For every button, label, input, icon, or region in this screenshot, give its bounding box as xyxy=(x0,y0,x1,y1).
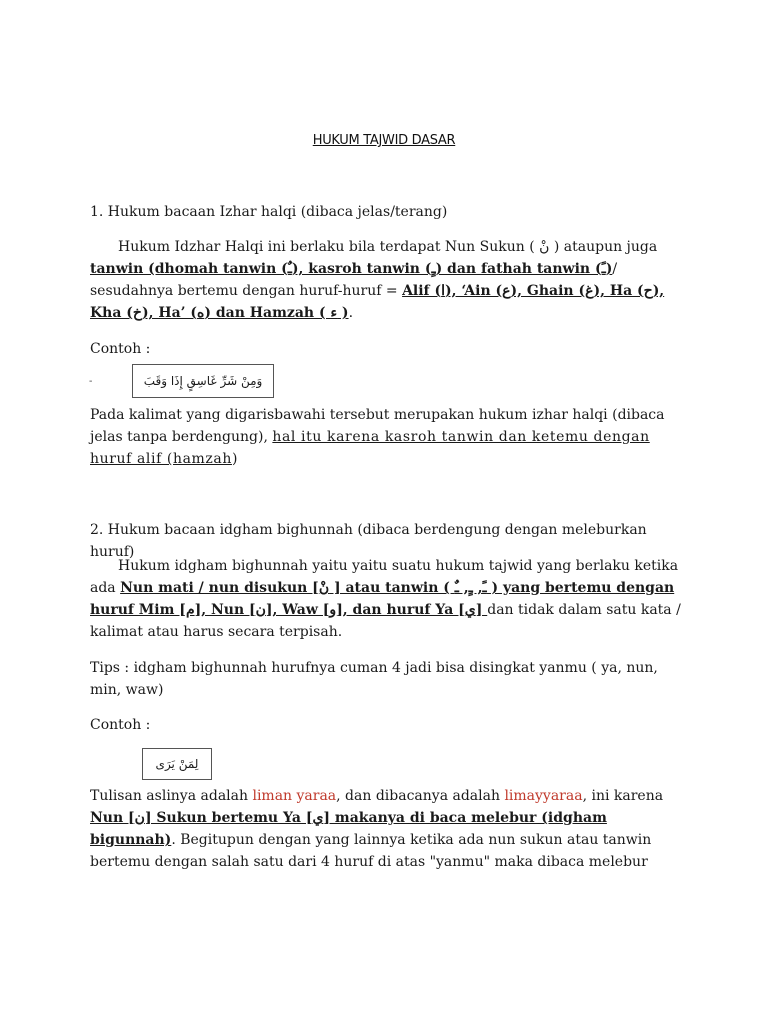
section2-paragraph-1 xyxy=(90,555,690,643)
text: Tulisan aslinya adalah xyxy=(90,788,253,804)
text: Pada kalimat yang digarisbawahi tersebut merupakan hukum izhar halqi (dibaca jelas tanpa berdengung), xyxy=(90,407,665,445)
section2-paragraph-2 xyxy=(90,785,690,873)
text: , dan dibacanya adalah xyxy=(336,788,505,804)
original-reading: liman yaraa xyxy=(252,788,337,804)
nun-mati-emphasis: Nun mati / nun disukun [نْ ] atau tanwin ( ـً, ـٍ, ـٌ ) yang bertemu dengan huruf Mim [م], Nun [ن], Waw [و], dan huruf Ya [ي] xyxy=(90,580,675,618)
text: / sesudahnya bertemu dengan huruf-huruf = xyxy=(90,261,618,299)
arabic-example-1: وَمِنْ شَرِّ غَاسِقٍ إِذَا وَقَبَ xyxy=(143,374,263,388)
section1-contoh-label: Contoh : xyxy=(90,341,151,357)
list-dash: - xyxy=(89,376,93,387)
section2-heading: 2. Hukum bacaan idgham bighunnah (dibaca berdengung dengan meleburkan huruf) xyxy=(90,522,647,560)
section1-heading: 1. Hukum bacaan Izhar halqi (dibaca jelas/terang) xyxy=(90,204,448,220)
text: ) ataupun juga xyxy=(549,239,658,255)
text: . xyxy=(348,305,354,321)
section1-paragraph-2 xyxy=(90,404,690,470)
example-box-1 xyxy=(132,364,274,398)
text: Hukum idgham bighunnah yaitu yaitu suatu hukum tajwid yang berlaku ketika ada xyxy=(90,558,679,596)
underlined-explanation: hal itu karena kasroh tanwin dan ketemu dengan huruf alif (hamzah xyxy=(90,429,650,467)
nun-ya-emphasis: Nun [ن] Sukun bertemu Ya [ي] makanya di baca melebur (idgham bigunnah) xyxy=(90,810,607,848)
page-title: HUKUM TAJWID DASAR xyxy=(312,133,456,148)
arabic-nun: نْ xyxy=(539,239,550,255)
section2-contoh-label: Contoh : xyxy=(90,717,151,733)
section2-tips: Tips : idgham bighunnah hurufnya cuman 4 jadi bisa disingkat yanmu ( ya, nun, min, waw) xyxy=(90,660,658,698)
text: Hukum Idzhar Halqi ini berlaku bila terdapat Nun Sukun ( xyxy=(118,239,540,255)
merged-reading: limayyaraa xyxy=(504,788,583,804)
example-box-2 xyxy=(142,748,212,780)
arabic-example-2: لِمَنْ يَرَى xyxy=(155,757,199,771)
text: . Begitupun dengan yang lainnya ketika ada nun sukun atau tanwin bertemu dengan salah satu dari 4 huruf di atas "yanmu" maka dibaca melebur xyxy=(90,832,652,870)
huruf-list-emphasis: Alif (ا), ‘Ain (ع), Ghain (غ), Ha (ح), Kha (خ), Ha’ (ه) dan Hamzah ( ء ) xyxy=(90,283,665,321)
text: ) xyxy=(231,451,238,467)
text: , ini karena xyxy=(582,788,664,804)
tanwin-emphasis: tanwin (dhomah tanwin (ـٌ), kasroh tanwin (ـٍ) dan fathah tanwin (ـً) xyxy=(90,261,613,277)
section1-paragraph-1 xyxy=(90,236,690,324)
text: dan tidak dalam satu kata / kalimat atau harus secara terpisah. xyxy=(90,602,681,640)
